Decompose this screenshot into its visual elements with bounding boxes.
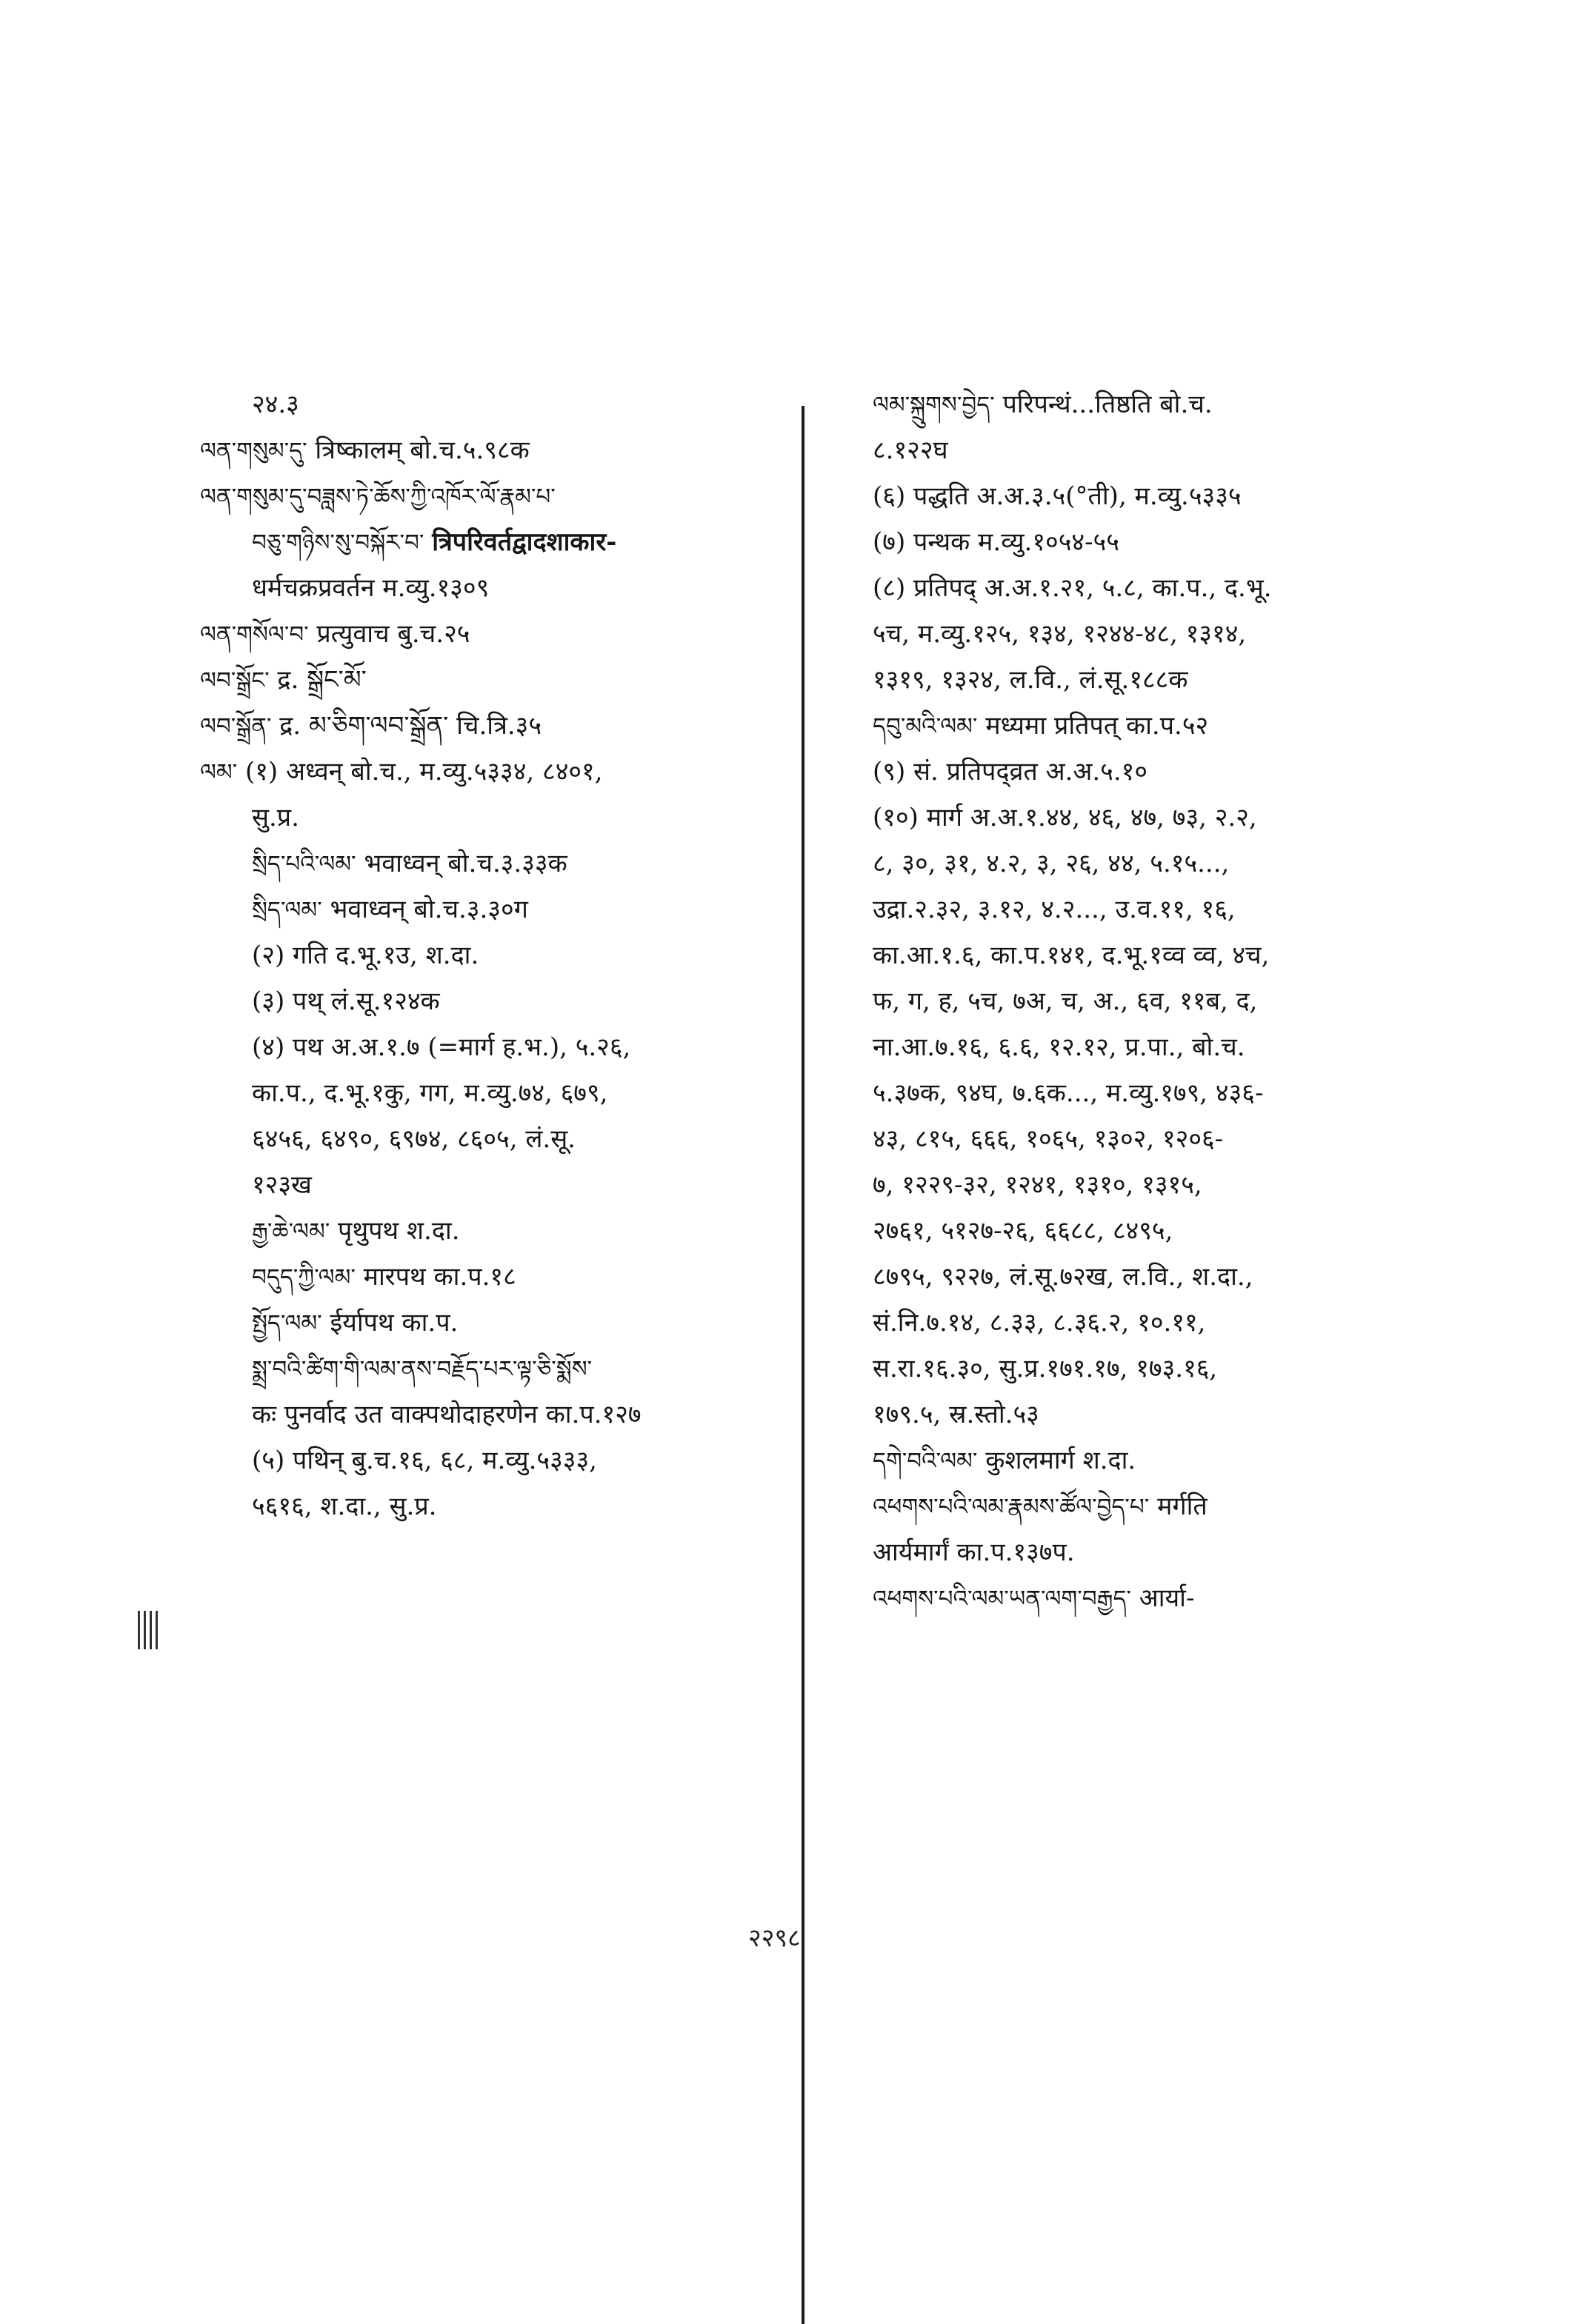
right-entry-line [873, 749, 1465, 795]
left-entry-line [200, 1483, 793, 1529]
left-entry-line [200, 1254, 793, 1300]
right-entry-line [873, 1208, 1465, 1254]
left-entry-line [200, 1208, 793, 1254]
tibetan-headword: འཕགས་པའི་ལམ་ཡན་ལག་བརྒྱད་ [873, 1586, 1131, 1612]
right-entry-line [873, 886, 1465, 932]
sanskrit-equivalent: भवाध्वन् बो.च.३.३०ग [330, 895, 528, 924]
sanskrit-equivalent: ८, ३०, ३१, ४.२, ३, २६, ४४, ५.१५..., [873, 849, 1230, 878]
tibetan-headword: བདུད་ཀྱི་ལམ་ [252, 1264, 356, 1291]
tibetan-headword: ལམ་སྐྲུགས་བྱེད་ [873, 392, 995, 418]
left-entry-line [200, 932, 793, 978]
left-entry-line [200, 795, 793, 841]
sanskrit-equivalent: (६) पद्धति अ.अ.३.५(°ती), म.व्यु.५३३५ [873, 481, 1242, 511]
sanskrit-equivalent: उद्रा.२.३२, ३.१२, ४.२..., उ.व.११, १६, [873, 895, 1236, 924]
right-column [873, 381, 1465, 1621]
tibetan-headword: སྲིད་པའི་ལམ་ [252, 851, 356, 878]
sanskrit-equivalent: ७, १२२९-३२, १२४१, १३१०, १३१५, [873, 1170, 1202, 1200]
left-entry-line [200, 611, 793, 657]
right-entry-line [873, 381, 1465, 427]
tibetan-headword: སྤྱོད་ལམ་ [252, 1310, 322, 1337]
tibetan-headword: འཕགས་པའི་ལམ་རྣམས་ཚོལ་བྱེད་པ་ [873, 1494, 1150, 1520]
right-entry-line [873, 611, 1465, 657]
sanskrit-equivalent: परिपन्थं...तिष्ठति बो.च. [1002, 390, 1213, 419]
left-entry-line [200, 427, 793, 473]
tibetan-headword: ལན་གསུམ་དུ་ [200, 438, 307, 464]
sanskrit-equivalent: (१) अध्वन् बो.च., म.व्यु.५३३४, ८४०१, [244, 757, 603, 787]
left-entry-line [200, 978, 793, 1024]
sanskrit-equivalent: द्र. སྒྲོང་མོ་ [277, 665, 367, 695]
sanskrit-equivalent: कः पुनर्वाद उत वाक्पथोदाहरणेन का.प.१२७ [252, 1400, 642, 1429]
right-entry-line [873, 519, 1465, 565]
page-number: २२९८ [748, 1923, 801, 1953]
sanskrit-equivalent: आर्या- [1139, 1583, 1195, 1613]
sanskrit-equivalent: (२) गति द.भू.१उ, श.दा. [252, 941, 479, 970]
right-entry-line [873, 932, 1465, 978]
tibetan-headword: ལབ་སྒྲོན་ [200, 713, 272, 740]
right-entry-line [873, 657, 1465, 703]
sanskrit-equivalent: ४३, ८१५, ६६६, १०६५, १३०२, १२०६- [873, 1124, 1224, 1154]
tibetan-headword: ལབ་སྒྲོང་ [200, 667, 270, 694]
sanskrit-equivalent: (४) पथ अ.अ.१.७ (=मार्ग ह.भ.), ५.२६, [252, 1032, 631, 1062]
tibetan-headword: རྒྱ་ཆེ་ལམ་ [252, 1218, 330, 1245]
sanskrit-equivalent: सं.नि.७.१४, ८.३३, ८.३६.२, १०.११, [873, 1308, 1206, 1338]
left-entry-line [200, 381, 793, 427]
right-entry-line [873, 565, 1465, 611]
tibetan-headword: ལམ་ [200, 759, 238, 786]
right-entry-line [873, 1116, 1465, 1162]
right-entry-line [873, 1438, 1465, 1483]
sanskrit-equivalent: १२३ख [252, 1170, 312, 1200]
left-entry-line [200, 1116, 793, 1162]
right-entry-line [873, 795, 1465, 841]
sanskrit-equivalent: १३१९, १३२४, ल.वि., लं.सू.१८८क [873, 665, 1188, 695]
sanskrit-equivalent: भवाध्वन् बो.च.३.३३क [364, 849, 567, 878]
sanskrit-equivalent: (१०) मार्ग अ.अ.१.४४, ४६, ४७, ७३, २.२, [873, 803, 1257, 832]
left-entry-line [200, 1438, 793, 1483]
left-entry-line [200, 519, 793, 565]
left-entry-line [200, 1346, 793, 1392]
right-entry-line [873, 1392, 1465, 1438]
sanskrit-equivalent: पृथुपथ श.दा. [338, 1216, 460, 1246]
left-entry-line [200, 1162, 793, 1208]
right-entry-line [873, 1483, 1465, 1529]
sanskrit-equivalent: धर्मचक्रप्रवर्तन म.व्यु.१३०९ [252, 573, 490, 603]
left-entry-line [200, 1300, 793, 1346]
right-entry-line [873, 473, 1465, 519]
tibetan-headword: དགེ་བའི་ལམ་ [873, 1448, 978, 1475]
right-entry-line [873, 978, 1465, 1024]
right-entry-line [873, 1346, 1465, 1392]
sanskrit-equivalent: (७) पन्थक म.व्यु.१०५४-५५ [873, 527, 1119, 557]
sanskrit-equivalent: २४.३ [252, 390, 299, 419]
left-entry-line [200, 1024, 793, 1070]
left-entry-line [200, 841, 793, 886]
tibetan-headword: ལན་གསུམ་དུ་བཟླས་ཏེ་ཆོས་ཀྱི་འཁོར་ལོ་རྣམ་པ་ [200, 484, 556, 510]
tibetan-headword: ལན་གསོལ་བ་ [200, 621, 309, 648]
right-entry-line [873, 1024, 1465, 1070]
sanskrit-equivalent: त्रिष्कालम् बो.च.५.९८क [315, 435, 530, 465]
sanskrit-equivalent: का.आ.१.६, का.प.१४१, द.भू.१व्व व्व, ४च, [873, 941, 1270, 970]
right-entry-line [873, 1529, 1465, 1575]
sanskrit-equivalent: द्र. མ་ཅིག་ལབ་སྒྲོན་ चि.त्रि.३५ [279, 711, 542, 741]
left-entry-line [200, 749, 793, 795]
column-divider [802, 406, 805, 2324]
sanskrit-equivalent: (३) पथ् लं.सू.१२४क [252, 986, 440, 1016]
left-entry-line [200, 565, 793, 611]
left-entry-line [200, 886, 793, 932]
left-entry-line [200, 1070, 793, 1116]
right-entry-line [873, 1070, 1465, 1116]
sanskrit-equivalent: स.रा.१६.३०, सु.प्र.१७१.१७, १७३.१६, [873, 1354, 1218, 1383]
right-entry-line [873, 1162, 1465, 1208]
sanskrit-equivalent: ८.१२२घ [873, 435, 948, 465]
left-entry-line [200, 657, 793, 703]
sanskrit-equivalent: २७६१, ५१२७-२६, ६६८८, ८४९५, [873, 1216, 1173, 1246]
sanskrit-equivalent: सु.प्र. [252, 803, 299, 832]
sanskrit-equivalent: मध्यमा प्रतिपत् का.प.५२ [985, 711, 1209, 741]
sanskrit-equivalent: मर्गति [1157, 1492, 1207, 1521]
sanskrit-equivalent: (८) प्रतिपद् अ.अ.१.२१, ५.८, का.प., द.भू. [873, 573, 1272, 603]
sanskrit-equivalent: ना.आ.७.१६, ६.६, १२.१२, प्र.पा., बो.च. [873, 1032, 1245, 1062]
right-entry-line [873, 841, 1465, 886]
sanskrit-equivalent: ५६१६, श.दा., सु.प्र. [252, 1492, 437, 1521]
sanskrit-equivalent: (९) सं. प्रतिपद्व्रत अ.अ.५.१० [873, 757, 1148, 787]
sanskrit-equivalent: ८७९५, ९२२७, लं.सू.७२ख, ल.वि., श.दा., [873, 1262, 1253, 1292]
sanskrit-equivalent: मारपथ का.प.१८ [363, 1262, 516, 1292]
right-entry-line [873, 427, 1465, 473]
sanskrit-equivalent: (५) पथिन् बु.च.१६, ६८, म.व्यु.५३३३, [252, 1446, 597, 1475]
tibetan-headword: སྨྲ་བའི་ཚིག་གི་ལམ་ནས་བརྗོད་པར་ལྟ་ཅི་སྨོས་ [252, 1356, 593, 1383]
right-entry-line [873, 1300, 1465, 1346]
sanskrit-equivalent: १७९.५, स्र.स्तो.५३ [873, 1400, 1039, 1429]
left-column [200, 381, 793, 1529]
sanskrit-equivalent: ५.३७क, ९४घ, ७.६क..., म.व्यु.१७९, ४३६- [873, 1078, 1264, 1108]
left-entry-line [200, 473, 793, 519]
tibetan-headword: སྲིད་ལམ་ [252, 897, 322, 924]
right-entry-line [873, 703, 1465, 749]
left-entry-line [200, 703, 793, 749]
margin-tick-mark [135, 1611, 164, 1655]
sanskrit-equivalent: त्रिपरिवर्तद्वादशाकार- [432, 527, 617, 557]
sanskrit-equivalent: फ, ग, ह, ५च, ७अ, च, अ., ६व, ११ब, द, [873, 986, 1258, 1016]
sanskrit-equivalent: का.प., द.भू.१कु, गग, म.व्यु.७४, ६७९, [252, 1078, 608, 1108]
tibetan-headword: བཅུ་གཉིས་སུ་བསྐོར་བ་ [252, 530, 424, 556]
right-entry-line [873, 1254, 1465, 1300]
sanskrit-equivalent: ६४५६, ६४९०, ६९७४, ८६०५, लं.सू. [252, 1124, 576, 1154]
sanskrit-equivalent: आर्यमार्गं का.प.१३७प. [873, 1537, 1075, 1567]
left-entry-line [200, 1392, 793, 1438]
sanskrit-equivalent: ईर्यापथ का.प. [330, 1308, 459, 1338]
tibetan-headword: དབུ་མའི་ལམ་ [873, 713, 978, 740]
sanskrit-equivalent: ५च, म.व्यु.१२५, १३४, १२४४-४८, १३१४, [873, 619, 1247, 649]
sanskrit-equivalent: कुशलमार्ग श.दा. [985, 1446, 1136, 1475]
sanskrit-equivalent: प्रत्युवाच बु.च.२५ [316, 619, 470, 649]
right-entry-line [873, 1575, 1465, 1621]
